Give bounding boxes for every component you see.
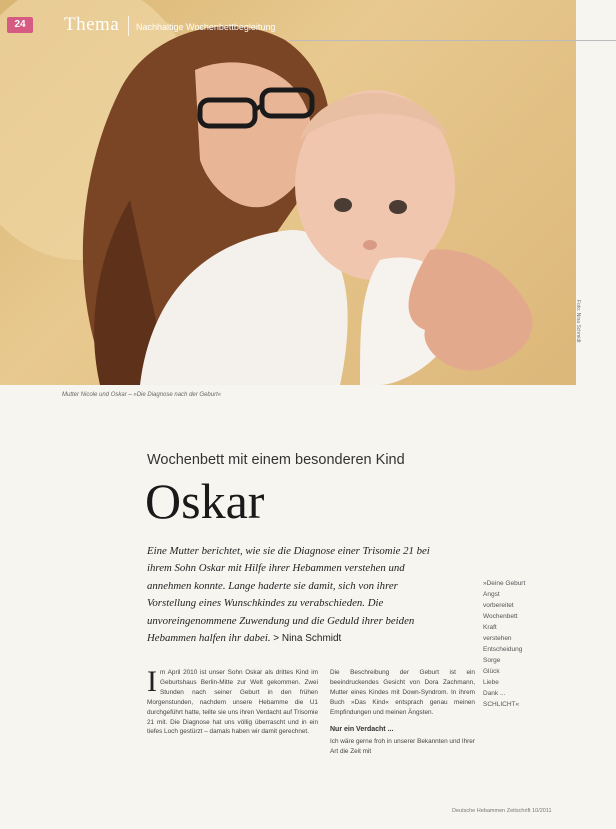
article-title: Oskar [145, 473, 265, 529]
section-separator [128, 16, 129, 36]
photo-credit: Foto: Nina Schmidt [575, 300, 581, 343]
subsection-title: Nachhaltige Wochenbettbegleitung [136, 22, 276, 32]
sidebar-word: Angst [483, 591, 500, 598]
column-2-subhead: Nur ein Verdacht ... [330, 725, 394, 733]
photo-caption: Mutter Nicole und Oskar – »Die Diagnose nach der Geburt« [62, 392, 222, 398]
sidebar-word: Glück [483, 668, 500, 675]
column-1-text: m April 2010 ist unser Sohn Oskar als drittes Kind im Geburtshaus Berlin-Mitte zur Welt gekommen. Zwei Stunden nach seiner Geburt in den frühen Morgenstunden, nachdem unsere Hebamme die U1 durchgeführt hatte, teilte sie uns ihren Verdacht auf Trisomie 21 mit. Die Diagnose hat uns völlig überrascht und in ein tiefes Loch gestürzt – damals haben wir damit gerechnet. [147, 669, 318, 736]
sidebar-word: vorbereitet [483, 602, 514, 609]
sidebar-word: Kraft [483, 624, 497, 631]
sidebar-word: Liebe [483, 679, 499, 686]
column-2-more: Ich wäre gerne froh in unserer Bekannten und Ihrer Art die Zeit mit [330, 738, 475, 756]
word-sidebar [483, 578, 573, 710]
body-column-1 [147, 665, 318, 737]
drop-cap: I [147, 665, 157, 698]
sidebar-word: verstehen [483, 635, 512, 642]
mother-baby-illustration [0, 0, 576, 385]
column-2-text: Die Beschreibung der Geburt ist ein beeindruckendes Gesicht von Dora Zachmann, Mutter eines Kindes mit Down-Syndrom. In ihrem Buch »Das Kind« entsprach genau meinen Empfindungen und meinen Ängsten. [330, 669, 475, 716]
sidebar-word: Dank ... [483, 690, 506, 697]
article-kicker: Wochenbett mit einem besonderen Kind [147, 452, 405, 468]
article-author: > Nina Schmidt [273, 633, 342, 645]
page-number-badge: 24 [7, 17, 33, 33]
body-column-2 [330, 668, 475, 757]
sidebar-word: Sorge [483, 657, 501, 664]
article-lead [147, 543, 447, 647]
sidebar-word: SCHLICHT« [483, 701, 520, 708]
section-title: Thema [64, 14, 120, 35]
sidebar-word: Wochenbett [483, 613, 518, 620]
sidebar-word: »Deine Geburt [483, 580, 526, 587]
sidebar-word: Entscheidung [483, 646, 523, 653]
page-footer: Deutsche Hebammen Zeitschrift 10/2011 [452, 808, 552, 814]
hero-photo [0, 0, 576, 385]
lead-text: Eine Mutter berichtet, wie sie die Diagnose einer Trisomie 21 bei ihrem Sohn Oskar mit Hilfe ihrer Hebammen verstehen und annehmen konnte. Lange haderte sie damit, sich von ihrer Vorstellung eines Wunschkindes zu verabschieden. Die unvoreingenommene Zuwendung und die Geduld ihrer beiden Hebammen halfen ihr dabei. [147, 545, 430, 645]
header-rule [290, 40, 616, 41]
